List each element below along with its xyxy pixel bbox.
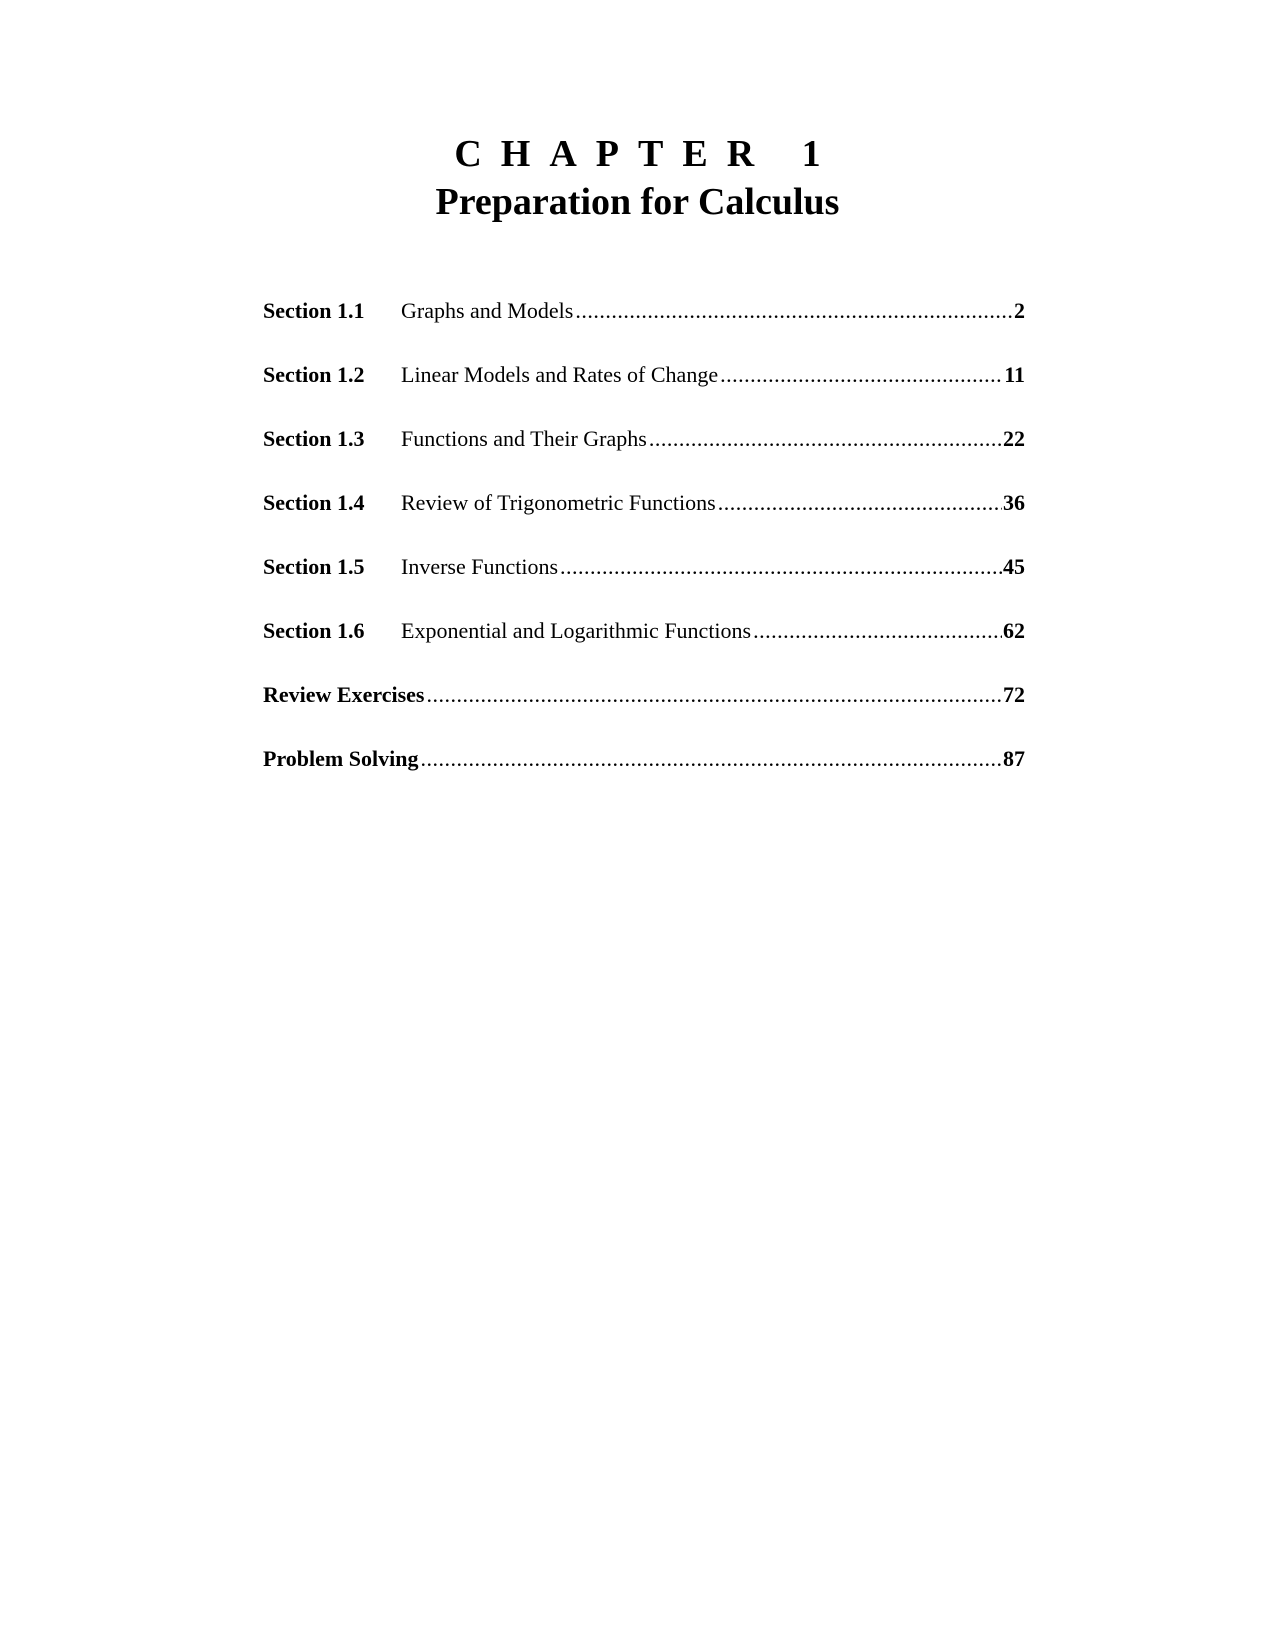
toc-section-title: Review of Trigonometric Functions: [401, 490, 716, 515]
toc-dot-leader: [720, 362, 1003, 388]
toc-section-label: Section 1.4: [263, 490, 365, 515]
chapter-title: Preparation for Calculus: [435, 181, 840, 223]
toc-section-label: Section 1.3: [263, 426, 365, 451]
toc-dot-leader: [427, 682, 1003, 708]
toc-dot-leader: [560, 554, 1002, 580]
toc-section-title: Graphs and Models: [401, 298, 574, 323]
toc-page-number: 2: [1014, 298, 1025, 323]
toc-dot-leader: [718, 490, 1002, 516]
toc-dot-leader: [649, 426, 1002, 452]
toc-entry-section-1-2[interactable]: [263, 362, 1025, 426]
toc-section-title: Functions and Their Graphs: [401, 426, 647, 451]
toc-page-number: 87: [1003, 746, 1025, 771]
toc-page-number: 45: [1003, 554, 1025, 579]
toc-entry-section-1-1[interactable]: [263, 298, 1025, 362]
toc-dot-leader: [753, 618, 1002, 644]
table-of-contents: [263, 298, 1025, 810]
toc-section-label: Section 1.1: [263, 298, 365, 323]
toc-entry-review-exercises[interactable]: [263, 682, 1025, 746]
toc-entry-section-1-6[interactable]: [263, 618, 1025, 682]
toc-page-number: 72: [1003, 682, 1025, 707]
toc-entry-problem-solving[interactable]: [263, 746, 1025, 810]
toc-entry-section-1-5[interactable]: [263, 554, 1025, 618]
toc-page-number: 36: [1003, 490, 1025, 515]
toc-section-title: Linear Models and Rates of Change: [401, 362, 719, 387]
toc-section-label: Section 1.6: [263, 618, 365, 643]
toc-page-number: 62: [1003, 618, 1025, 643]
toc-extra-title: Review Exercises: [263, 682, 425, 707]
toc-page-number: 11: [1004, 362, 1025, 387]
chapter-label: CHAPTER 1: [454, 133, 840, 175]
toc-dot-leader: [420, 746, 1002, 772]
toc-section-title: Exponential and Logarithmic Functions: [401, 618, 752, 643]
toc-section-label: Section 1.2: [263, 362, 365, 387]
toc-section-label: Section 1.5: [263, 554, 365, 579]
toc-entry-section-1-3[interactable]: [263, 426, 1025, 490]
toc-dot-leader: [575, 298, 1013, 324]
toc-entry-section-1-4[interactable]: [263, 490, 1025, 554]
toc-page-number: 22: [1003, 426, 1025, 451]
toc-extra-title: Problem Solving: [263, 746, 419, 771]
toc-section-title: Inverse Functions: [401, 554, 559, 579]
